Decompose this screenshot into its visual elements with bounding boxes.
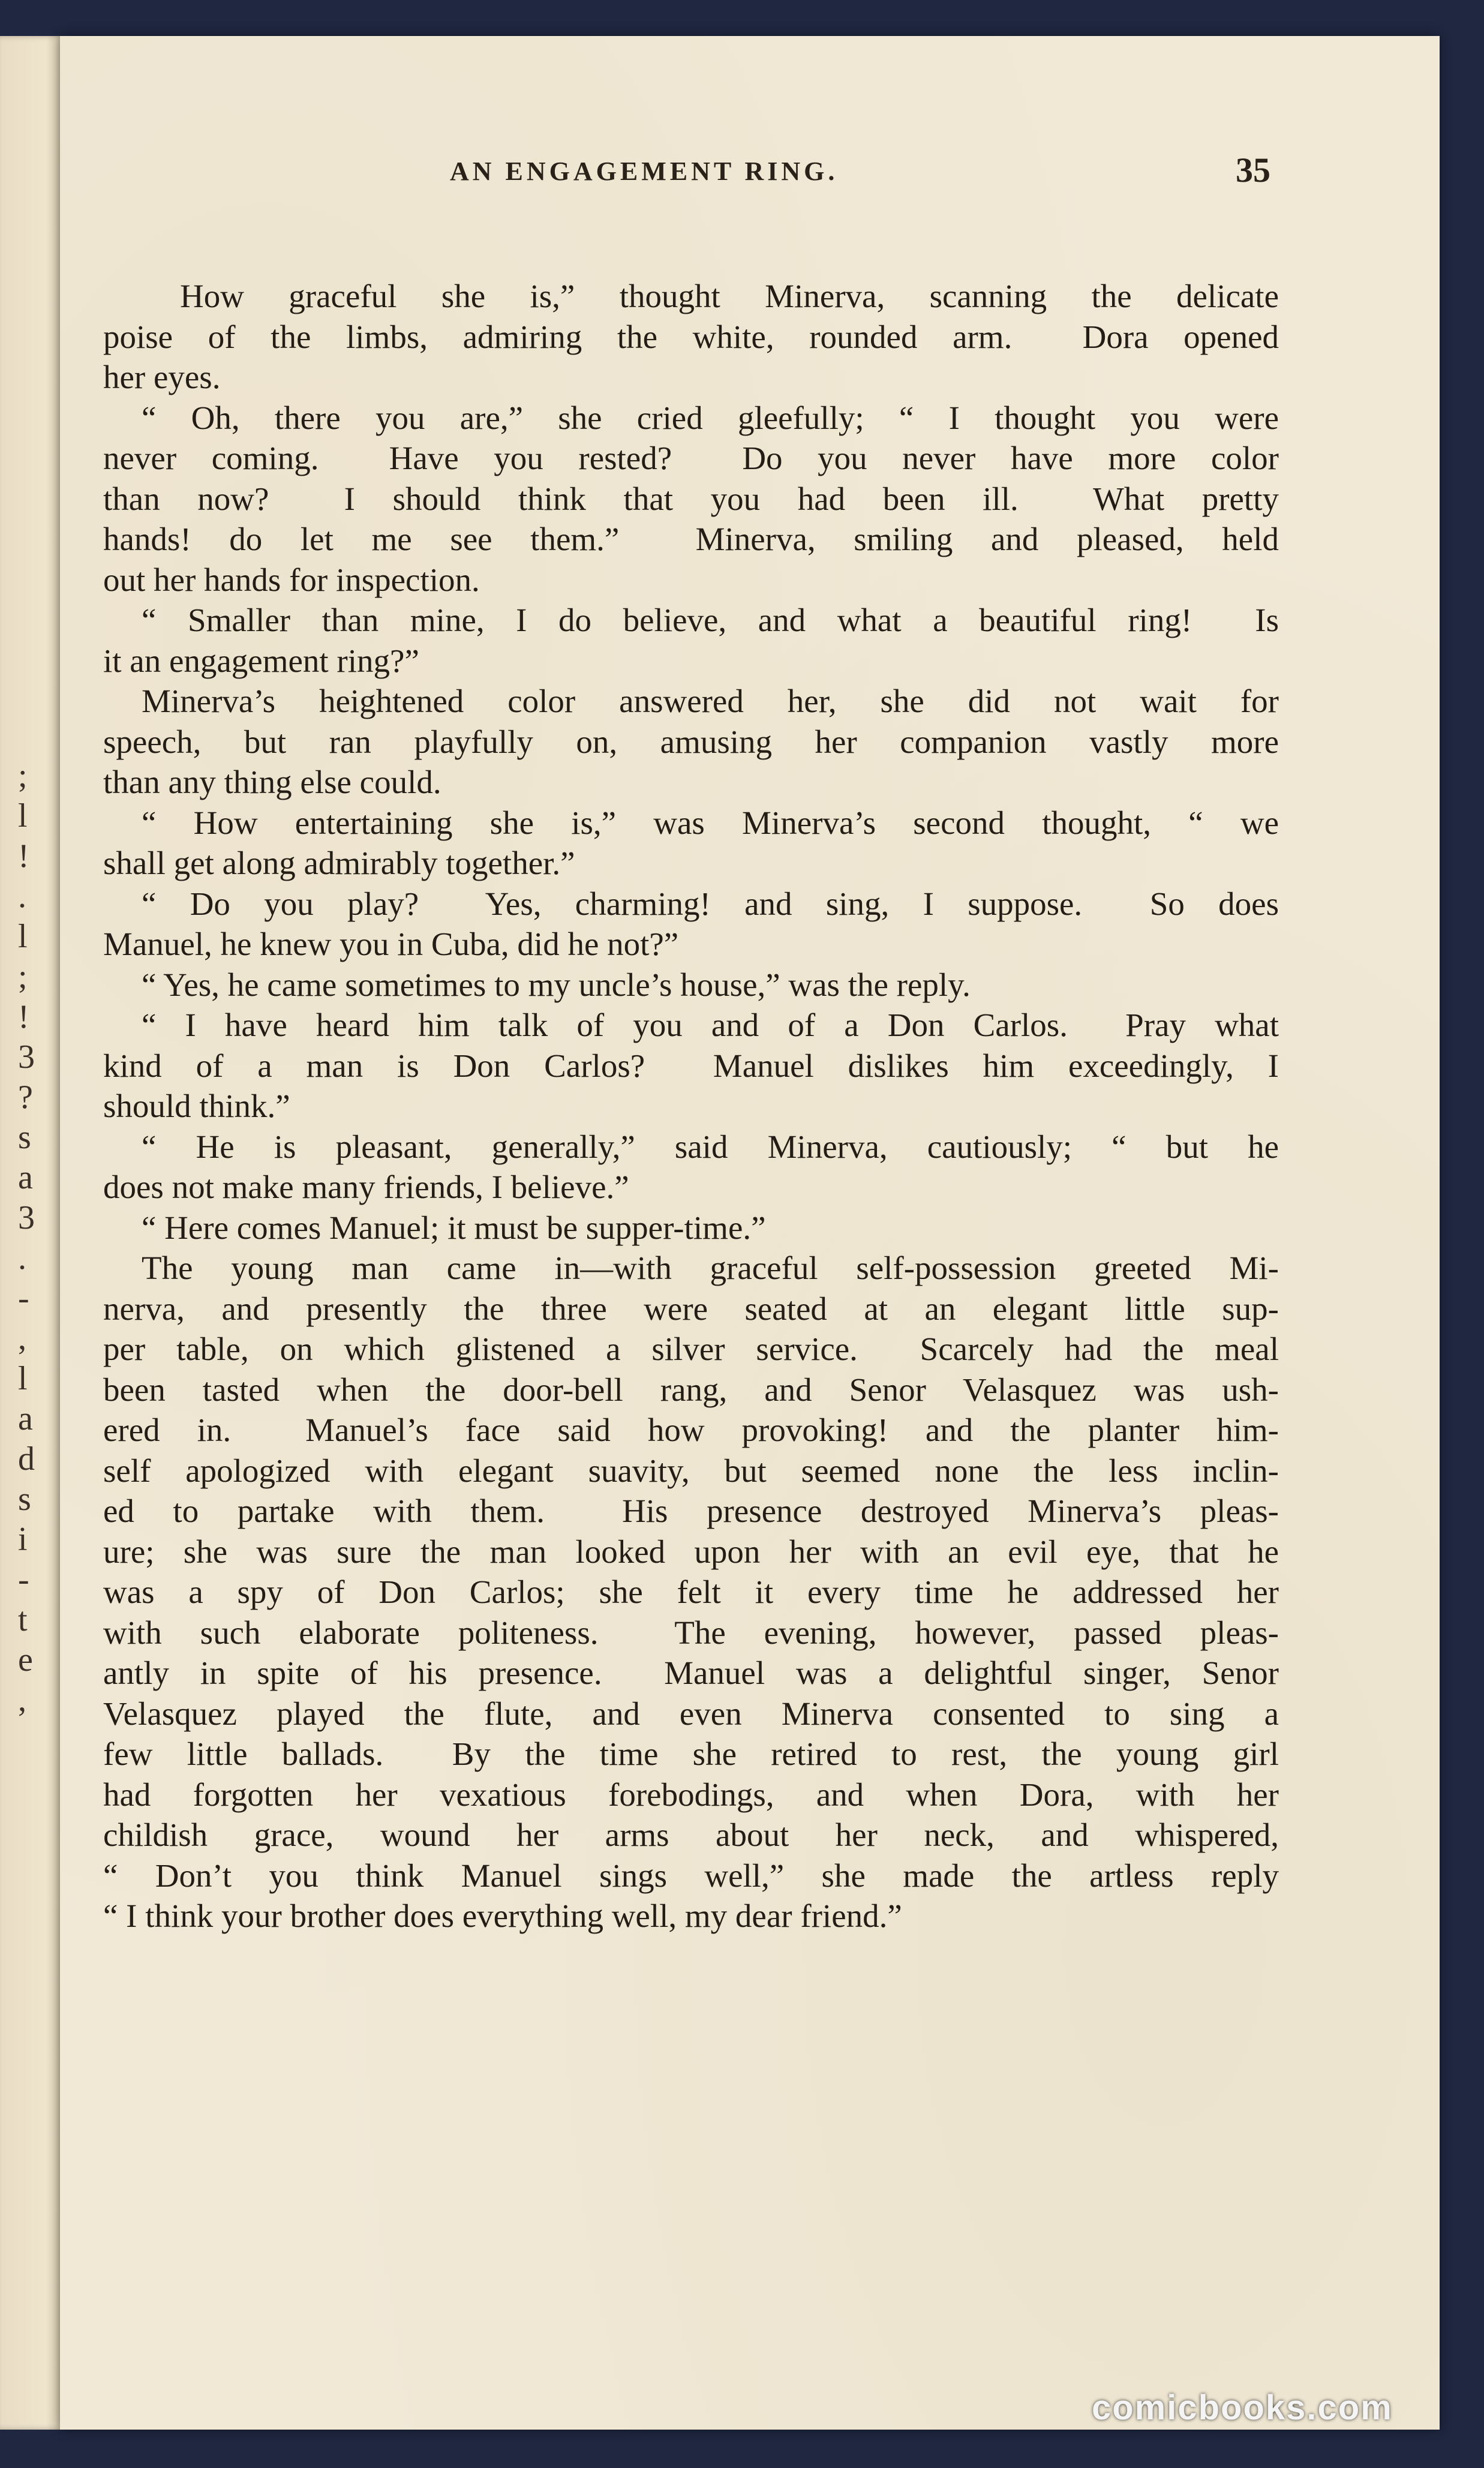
page-number: 35 xyxy=(1236,151,1270,190)
text-line: with such elaborate politeness. The evening, however, passed pleas- xyxy=(103,1614,1279,1651)
margin-fragment: a xyxy=(18,1400,33,1437)
text-line: kind of a man is Don Carlos? Manuel dislikes him exceedingly, I xyxy=(103,1047,1279,1084)
text-line: than any thing else could. xyxy=(103,764,441,800)
margin-fragment: - xyxy=(18,1561,29,1598)
margin-fragment: 3 xyxy=(18,1038,35,1076)
text-line: few little ballads. By the time she retired to rest, the young girl xyxy=(103,1736,1279,1772)
text-line: ered in. Manuel’s face said how provoking! and the planter him- xyxy=(103,1412,1279,1448)
text-line: was a spy of Don Carlos; she felt it every time he addressed her xyxy=(103,1574,1279,1610)
margin-fragment: a xyxy=(18,1159,33,1196)
body-text xyxy=(103,276,1279,1936)
margin-fragment: i xyxy=(18,1521,28,1558)
margin-fragment: l xyxy=(18,797,28,834)
text-line: “ I have heard him talk of you and of a Don Carlos. Pray what xyxy=(142,1007,1279,1043)
margin-fragment: s xyxy=(18,1481,31,1518)
text-line: it an engagement ring?” xyxy=(103,642,419,679)
margin-fragment: l xyxy=(18,918,28,955)
text-line: “ I think your brother does everything well, my dear friend.” xyxy=(103,1897,902,1934)
margin-fragment: 3 xyxy=(18,1199,35,1236)
watermark: comicbooks.com xyxy=(1092,2388,1393,2427)
text-line: speech, but ran playfully on, amusing her companion vastly more xyxy=(103,723,1279,760)
margin-fragment: s xyxy=(18,1119,31,1156)
text-line: “ Smaller than mine, I do believe, and what a beautiful ring! Is xyxy=(142,602,1279,638)
margin-fragment: ? xyxy=(18,1079,33,1116)
text-line: poise of the limbs, admiring the white, rounded arm. Dora opened xyxy=(103,318,1279,355)
margin-fragment: ; xyxy=(18,757,28,794)
margin-fragment: d xyxy=(18,1440,35,1478)
text-line: per table, on which glistened a silver service. Scarcely had the meal xyxy=(103,1331,1279,1367)
text-line: The young man came in—with graceful self-possession greeted Mi- xyxy=(142,1250,1279,1286)
text-line: should think.” xyxy=(103,1088,290,1124)
margin-fragment: l xyxy=(18,1360,28,1397)
margin-fragment: - xyxy=(18,1280,29,1317)
margin-fragment: ; xyxy=(18,958,28,995)
text-line: ure; she was sure the man looked upon her with an evil eye, that he xyxy=(103,1533,1279,1570)
book-page xyxy=(60,36,1440,2430)
previous-page-edge xyxy=(0,36,66,2430)
margin-fragment: e xyxy=(18,1641,33,1679)
text-line: than now? I should think that you had been ill. What pretty xyxy=(103,480,1279,517)
text-line: Velasquez played the flute, and even Minerva consented to sing a xyxy=(103,1695,1279,1732)
text-line: her eyes. xyxy=(103,359,221,395)
text-line: “ He is pleasant, generally,” said Minerva, cautiously; “ but he xyxy=(142,1128,1279,1165)
text-line: had forgotten her vexatious forebodings, and when Dora, with her xyxy=(103,1776,1279,1813)
text-line: “ Do you play? Yes, charming! and sing, I suppose. So does xyxy=(142,885,1279,922)
text-line: childish grace, wound her arms about her neck, and whispered, xyxy=(103,1817,1279,1853)
text-line: never coming. Have you rested? Do you never have more color xyxy=(103,440,1279,476)
margin-fragment: , xyxy=(18,1682,26,1719)
margin-fragment: ! xyxy=(18,998,29,1035)
margin-fragment: ! xyxy=(18,837,29,875)
text-line: “ Here comes Manuel; it must be supper-time.” xyxy=(142,1209,766,1246)
text-line: shall get along admirably together.” xyxy=(103,845,575,881)
running-head xyxy=(60,151,1440,204)
text-line: hands! do let me see them.” Minerva, smiling and pleased, held xyxy=(103,521,1279,557)
margin-fragment: . xyxy=(18,1239,26,1277)
text-line: “ How entertaining she is,” was Minerva’s second thought, “ we xyxy=(142,804,1279,841)
running-title: AN ENGAGEMENT RING. xyxy=(450,157,839,186)
margin-fragment: , xyxy=(18,1320,26,1357)
text-line: been tasted when the door-bell rang, and Senor Velasquez was ush- xyxy=(103,1371,1279,1408)
text-line: antly in spite of his presence. Manuel was a delightful singer, Senor xyxy=(103,1655,1279,1691)
text-line: nerva, and presently the three were seated at an elegant little sup- xyxy=(103,1290,1279,1327)
margin-fragment: t xyxy=(18,1601,28,1638)
text-line: Minerva’s heightened color answered her, she did not wait for xyxy=(142,683,1279,719)
text-line: does not make many friends, I believe.” xyxy=(103,1169,629,1205)
text-line: Manuel, he knew you in Cuba, did he not?” xyxy=(103,926,679,962)
text-line: ed to partake with them. His presence destroyed Minerva’s pleas- xyxy=(103,1493,1279,1529)
text-line: out her hands for inspection. xyxy=(103,561,480,598)
margin-fragment: . xyxy=(18,878,26,915)
text-line: “ Oh, there you are,” she cried gleefully; “ I thought you were xyxy=(142,399,1279,436)
text-line: How graceful she is,” thought Minerva, scanning the delicate xyxy=(180,278,1279,314)
text-line: self apologized with elegant suavity, but seemed none the less inclin- xyxy=(103,1452,1279,1489)
previous-page-fragments xyxy=(18,756,54,2256)
text-line: “ Don’t you think Manuel sings well,” she made the artless reply xyxy=(103,1857,1279,1894)
text-line: “ Yes, he came sometimes to my uncle’s house,” was the reply. xyxy=(142,966,971,1003)
